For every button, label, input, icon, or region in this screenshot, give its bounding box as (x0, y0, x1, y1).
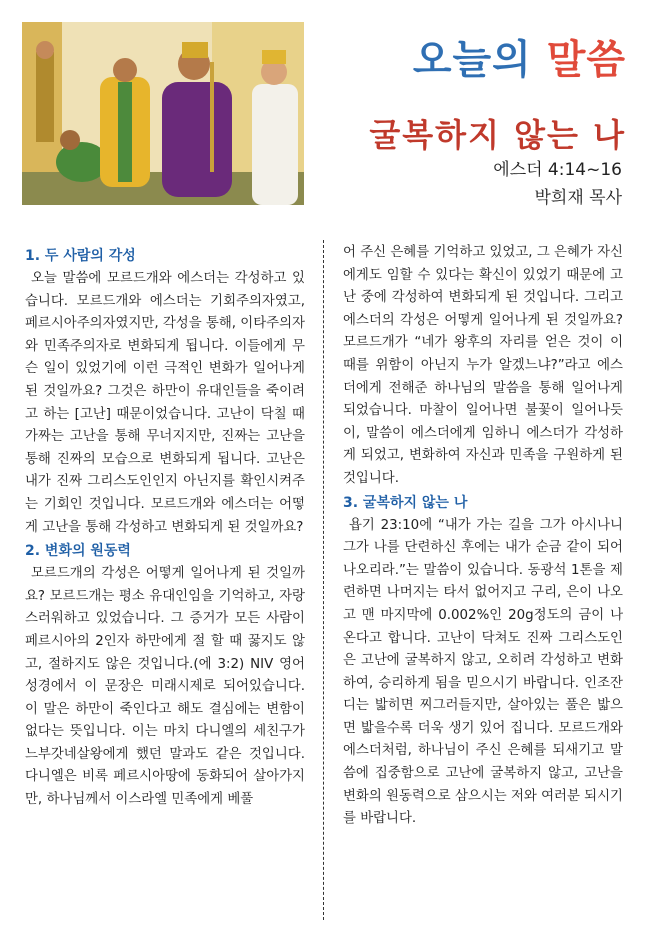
brand-char: 의 (492, 37, 532, 83)
column-right (343, 242, 623, 831)
section-heading: 2. 변화의 원동력 (25, 543, 131, 560)
sermon-title: 굴복하지 않는 나 (369, 116, 626, 154)
brand-char: 늘 (452, 37, 493, 83)
brand-char: 씀 (586, 37, 626, 83)
brand-char: 말 (546, 37, 587, 83)
column-divider (323, 240, 324, 920)
brand-logo (413, 28, 626, 85)
brand-char (532, 37, 547, 83)
section-body: 욥기 23:10에 “내가 가는 길을 그가 아시나니 그가 나를 단련하신 후에는 내가 순금 같이 되어 나오리라.”는 말씀이 있습니다. 동광석 1톤을 제련하면 나머지는 타서 없어지고 구리, 은이 나오고 맨 마지막에 0.002%인 20g정도의 금이 나온다고 합니다. 고난이 닥쳐도 진짜 그리스도인은 고난에 굴복하지 않고, 오히려 각성하고 변화하여, 승리하게 됨을 믿으시기 바랍니다. 인조잔디는 밟히면 찌그러들지만, 살아있는 풀은 밟으면 밟을수록 더욱 생기 있어 집니다. 모르드개와 에스더처럼, 하나님이 주신 은혜를 되새기고 말씀에 집중함으로 고난에 굴복하지 않고, 고난을 변화의 원동력으로 삼으시는 저와 여러분 되시기를 바랍니다. (343, 517, 623, 827)
illustration-queen-esther-king (22, 22, 304, 205)
section-heading: 3. 굴복하지 않는 나 (343, 494, 468, 511)
scripture-reference: 에스더 4:14~16 (493, 160, 622, 180)
author-name: 박희재 목사 (534, 188, 622, 208)
queen-esther-before-king-icon (22, 22, 304, 205)
column-left (25, 244, 305, 812)
brand-char: 오 (412, 37, 453, 83)
section-body-continued: 어 주신 은혜를 기억하고 있었고, 그 은혜가 자신에게도 임할 수 있다는 확신이 있었기 때문에 고난 중에 각성하여 변화되게 된 것입니다. 그리고 에스더의 각성은 어떻게 일어나게 된 것일까요? 모르드개가 “네가 왕후의 자리를 얻은 것이 이 때를 위함이 아닌지 누가 알겠느냐?”라고 에스더에게 전해준 하나님의 말씀을 통해 일어나게 되었습니다. 마찰이 일어나면 불꽃이 일어나듯이, 말씀이 에스더에게 임하니 에스더가 각성하게 되었고, 변화하여 자신과 민족을 구원하게 된 것입니다. (343, 245, 623, 486)
section-body: 오늘 말씀에 모르드개와 에스더는 각성하고 있습니다. 모르드개와 에스더는 기회주의자였고, 페르시아주의자였지만, 각성을 통해, 이타주의자와 민족주의자로 변화되게 됩니다. 이들에게 무슨 일이 있었기에 이런 극적인 변화가 일어나게 된 것일까요? 그것은 하만이 유대인들을 죽이려고 하는 [고난] 때문이었습니다. 고난이 닥칠 때 가짜는 고난을 통해 무너지지만, 진짜는 고난을 통해 진짜의 모습으로 변화되게 됩니다. 고난은 내가 진짜 그리스도인인지 아닌지를 확인시켜주는 기회인 것입니다. 모르드개와 에스더는 어떻게 고난을 통해 각성하고 변화되게 된 것일까요? (25, 271, 305, 535)
section-body: 모르드개의 각성은 어떻게 일어나게 된 것일까요? 모르드개는 평소 유대인임을 기억하고, 자랑스러워하고 있었습니다. 그 증거가 모든 사람이 페르시아의 2인자 하만에게 절 할 때 꿇지도 않고, 절하지도 않은 것입니다.(에 3:2) NIV 영어성경에서 이 문장은 미래시제로 되어있습니다. 이 말은 하만이 죽인다고 해도 결심에는 변함이 없다는 뜻입니다. 이는 마치 다니엘의 세친구가 느부갓네살왕에게 했던 말과도 같은 것입니다. 다니엘은 비록 페르시아땅에 동화되어 살아가지만, 하나님께서 이스라엘 민족에게 베풀 (25, 566, 305, 808)
section-heading: 1. 두 사람의 각성 (25, 248, 136, 264)
